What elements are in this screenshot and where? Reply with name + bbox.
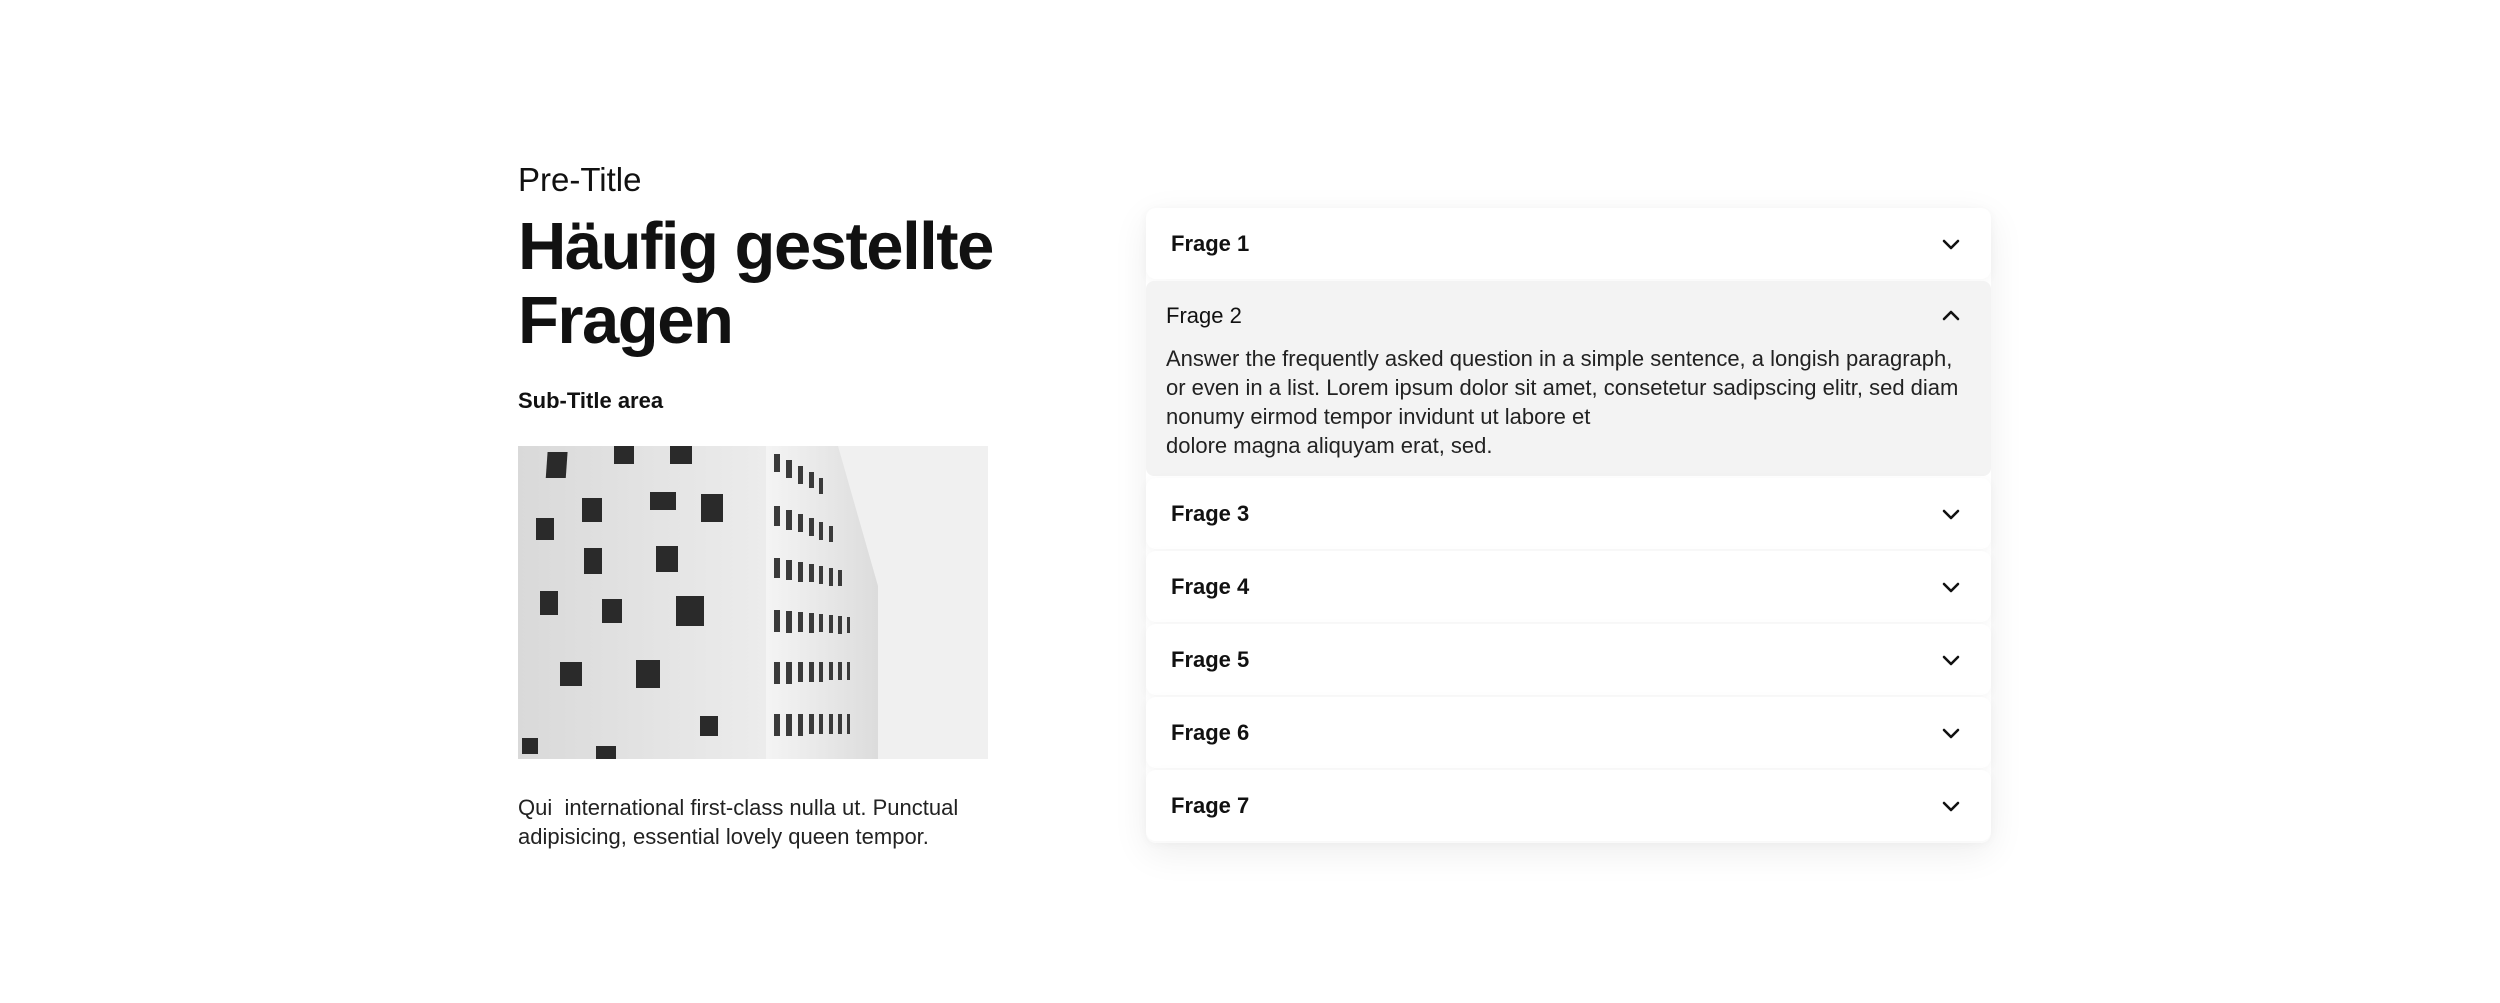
chevron-up-icon[interactable] — [1939, 304, 1963, 328]
faq-item-2[interactable] — [1146, 281, 1991, 476]
faq-item-label: Frage 5 — [1171, 647, 1250, 672]
intro-body-text: Qui international first-class nulla ut. Punctual adipisicing, essential lovely queen tempor. — [518, 795, 965, 849]
chevron-down-icon[interactable] — [1939, 794, 1963, 818]
faq-intro — [518, 158, 998, 851]
faq-item-7[interactable] — [1146, 770, 1991, 841]
faq-answer: Answer the frequently asked question in a simple sentence, a longish paragraph, or even in a list. Lorem ipsum dolor sit amet, consetetur sadipscing elitr, sed diam nonumy eirmod tempor invidunt ut labore et dolore magna aliquyam erat, sed. — [1166, 346, 1959, 458]
faq-accordion — [1146, 208, 1991, 843]
faq-item-label: Frage 7 — [1171, 793, 1250, 818]
chevron-down-icon[interactable] — [1939, 721, 1963, 745]
chevron-down-icon[interactable] — [1939, 502, 1963, 526]
faq-item-6[interactable] — [1146, 697, 1991, 768]
page-title: Häufig gestellte Fragen — [518, 209, 993, 358]
building-facade-image — [518, 446, 988, 759]
faq-item-4[interactable] — [1146, 551, 1991, 622]
faq-item-1[interactable] — [1146, 208, 1991, 279]
faq-item-3[interactable] — [1146, 478, 1991, 549]
faq-item-label: Frage 2 — [1166, 303, 1242, 328]
chevron-down-icon[interactable] — [1939, 232, 1963, 256]
faq-item-label: Frage 4 — [1171, 574, 1250, 599]
faq-item-label: Frage 1 — [1171, 231, 1250, 256]
faq-item-5[interactable] — [1146, 624, 1991, 695]
sub-title: Sub-Title area — [518, 388, 664, 413]
faq-item-label: Frage 6 — [1171, 720, 1250, 745]
chevron-down-icon[interactable] — [1939, 648, 1963, 672]
pre-title: Pre-Title — [518, 161, 642, 198]
faq-item-label: Frage 3 — [1171, 501, 1250, 526]
chevron-down-icon[interactable] — [1939, 575, 1963, 599]
